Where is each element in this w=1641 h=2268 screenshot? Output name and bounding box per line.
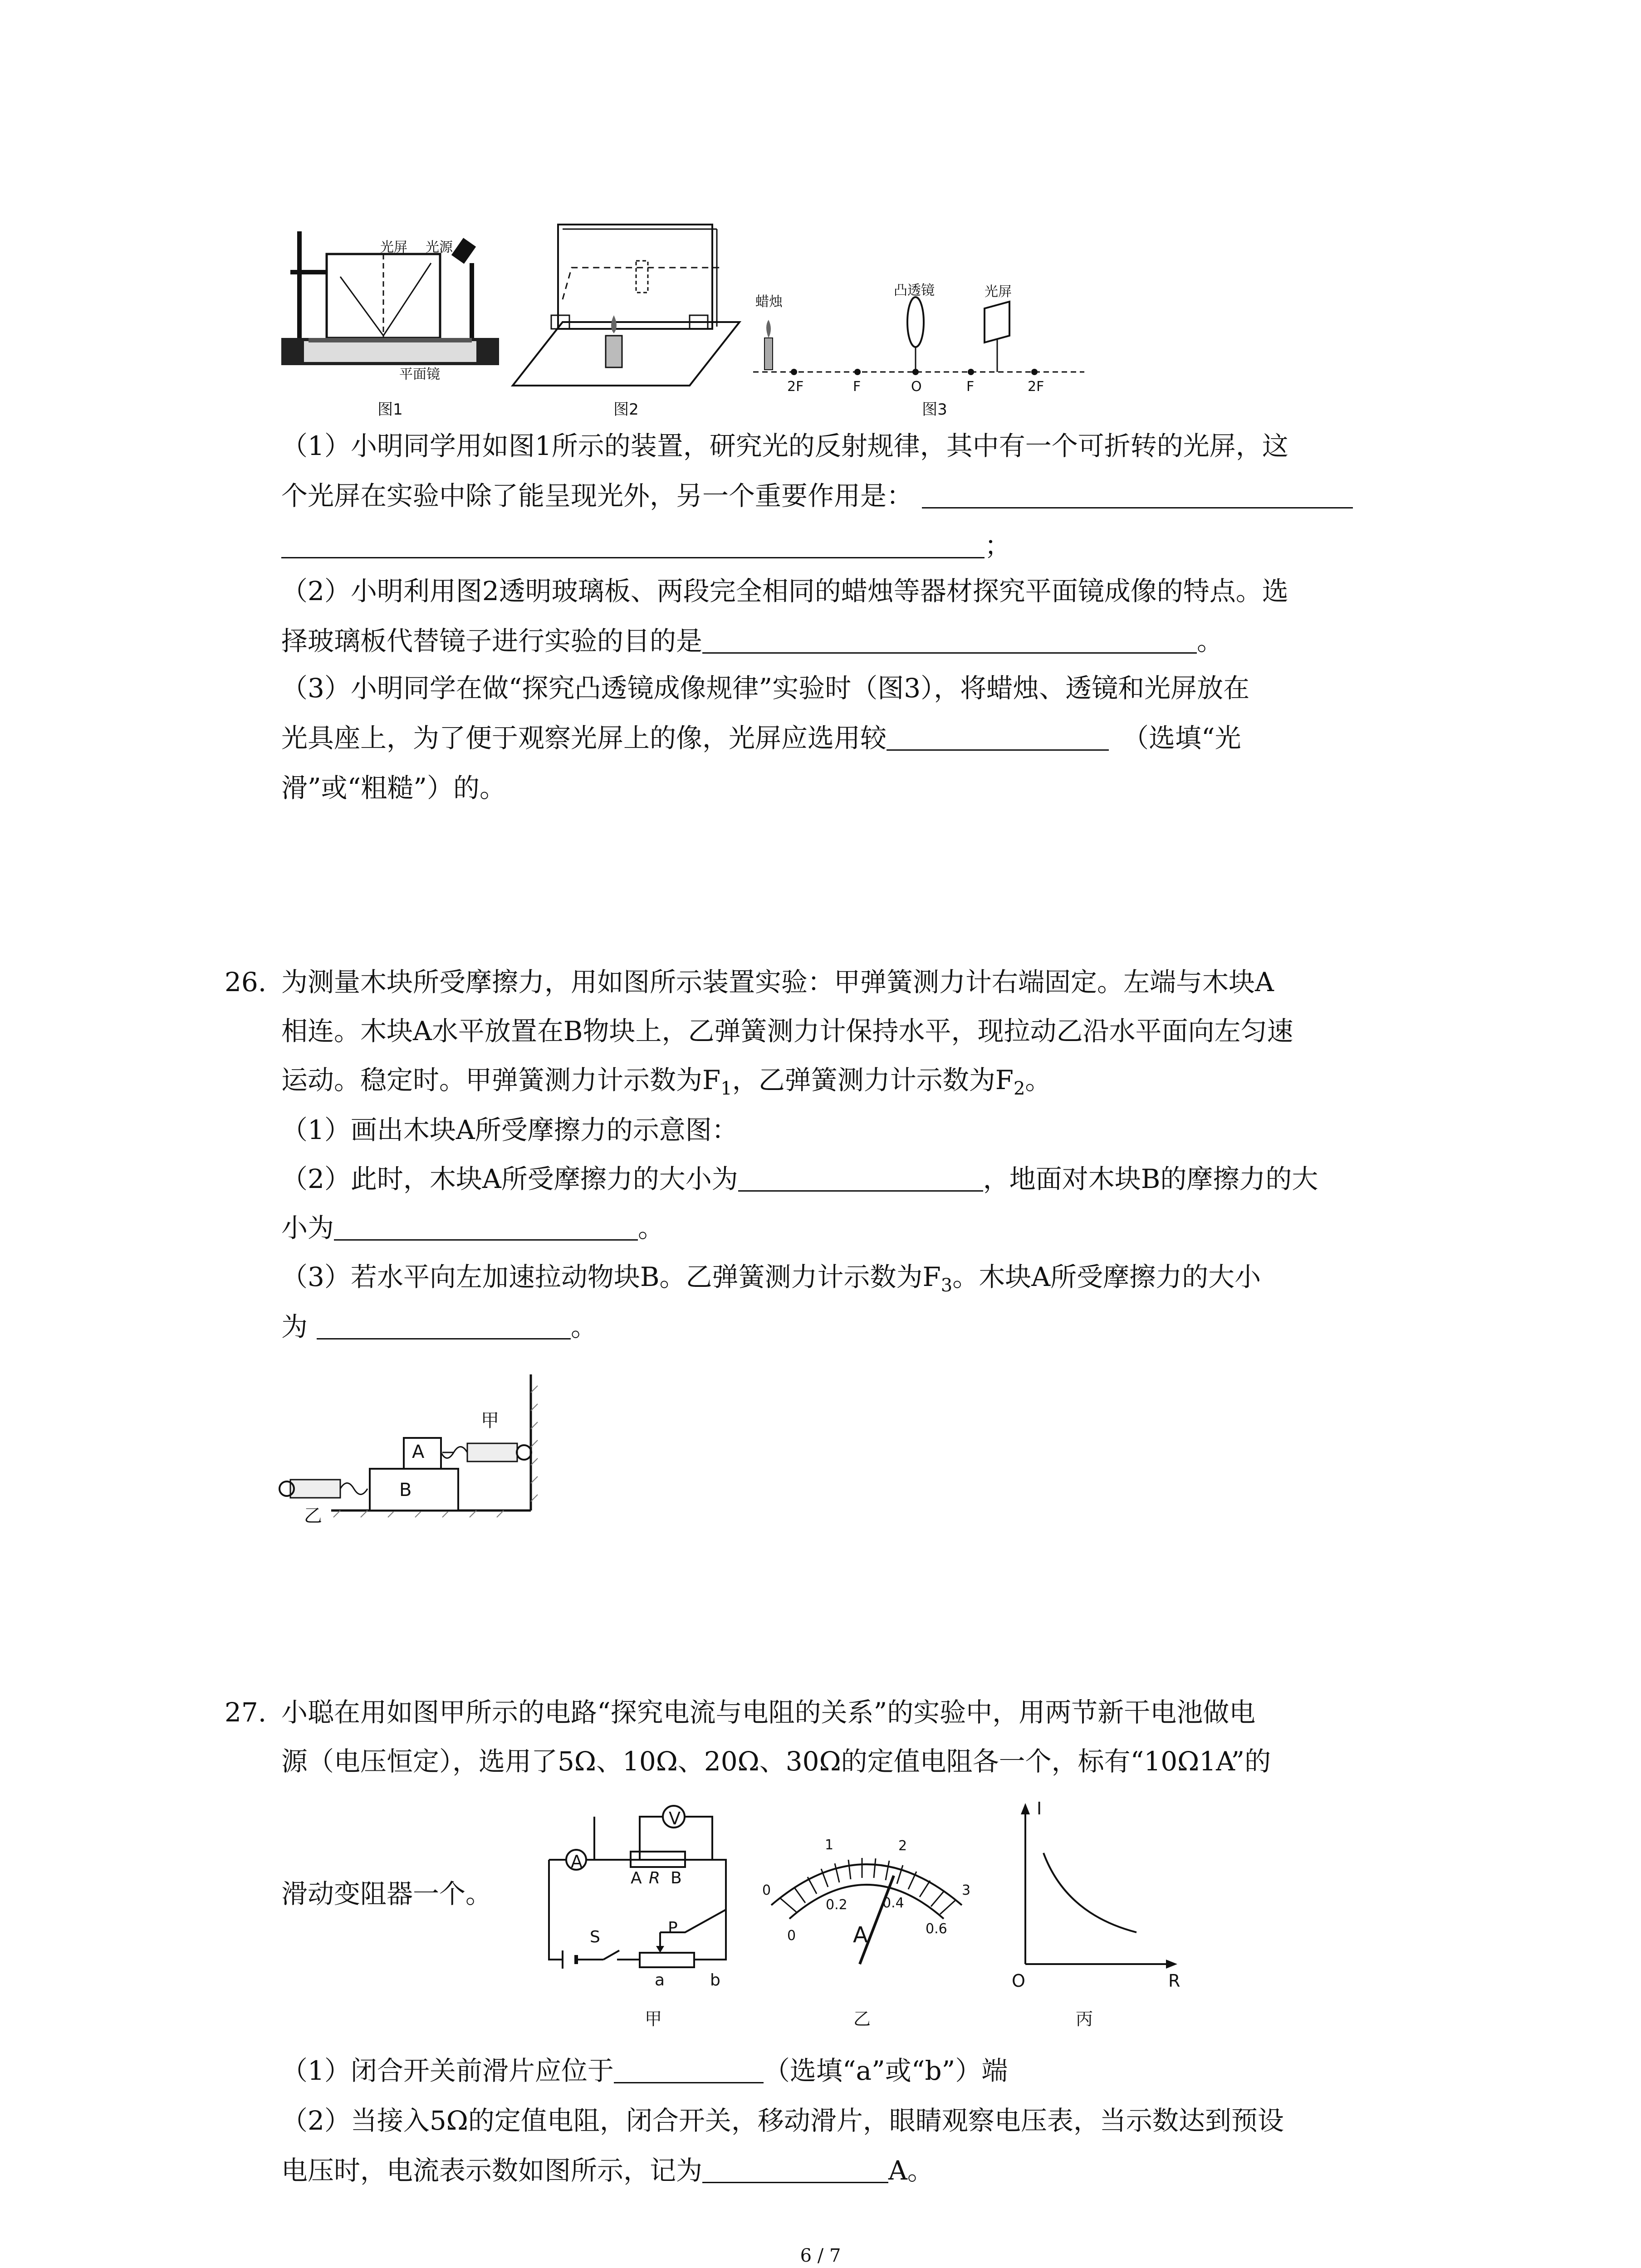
q26-s1: （1）画出木块A所受摩擦力的示意图： [281, 1114, 738, 1145]
q27-ammeter-top-2: 2 [898, 1838, 907, 1854]
q27-line3: 滑动变阻器一个。 [281, 1878, 492, 1909]
q26-s3-text-b: 。木块A所受摩擦力的大小 [952, 1261, 1261, 1292]
q27-circuit-s: S [590, 1928, 600, 1946]
q27-ammeter-top-1: 1 [825, 1837, 834, 1853]
optics-q1-end: ； [985, 530, 1011, 561]
optics-q1-line2-text: 个光屏在实验中除了能呈现光外，另一个重要作用是： [281, 480, 913, 511]
q26-fig-block-a: A [412, 1442, 425, 1462]
q27-circuit-v: V [669, 1809, 681, 1828]
q26-s2-text-b: ，地面对木块B的摩擦力的大 [983, 1163, 1318, 1194]
q27-graph-caption: 丙 [1075, 2009, 1093, 2029]
q27-circuit-resistor-b: B [671, 1869, 682, 1887]
fig3-candle-label: 蜡烛 [755, 294, 783, 310]
fig3-lens-label: 凸透镜 [894, 283, 935, 298]
optics-q1-line3 [281, 530, 1011, 562]
q26-s3-blank[interactable] [317, 1312, 571, 1339]
fig1-source-label: 光源 [426, 240, 453, 255]
q27-line1: 小聪在用如图甲所示的电路“探究电流与电阻的关系”的实验中，用两节新干电池做电 [281, 1697, 1256, 1728]
q26-s3-text-a: （3）若水平向左加速拉动物块B。乙弹簧测力计示数为F [281, 1261, 941, 1292]
q27-circuit-resistor-a: A [631, 1869, 642, 1887]
q27-s2-line1: （2）当接入5Ω的定值电阻，闭合开关，移动滑片，眼睛观察电压表，当示数达到预设 [281, 2105, 1284, 2136]
q26-sub-1: 1 [720, 1078, 732, 1099]
q26-sub-2: 2 [1013, 1078, 1025, 1099]
optics-q3-answer-blank[interactable] [887, 723, 1109, 751]
optics-q3-line2 [281, 722, 1241, 754]
fig3-screen-label: 光屏 [985, 284, 1012, 300]
q26-s3-line1 [281, 1261, 1261, 1301]
fig3-caption: 图3 [922, 401, 947, 419]
q27-s1-blank[interactable] [614, 2056, 764, 2083]
fig1-caption: 图1 [377, 401, 403, 419]
q26-s2-text-d: 。 [638, 1212, 665, 1243]
fig3-tick-2f-right: 2F [1028, 379, 1044, 395]
q26-s3-line2 [281, 1311, 597, 1343]
q27-number: 27. [225, 1697, 267, 1728]
q26-s2-blank-b[interactable] [334, 1213, 638, 1241]
q27-ammeter-top-0: 0 [762, 1882, 771, 1898]
optics-q2-answer-blank[interactable] [702, 626, 1197, 654]
q26-line1: 为测量木块所受摩擦力，用如图所示装置实验：甲弹簧测力计右端固定。左端与木块A [281, 967, 1274, 997]
optics-q2-line1: （2）小明利用图2透明玻璃板、两段完全相同的蜡烛等器材探究平面镜成像的特点。选 [281, 576, 1288, 606]
q27-s1-text-a: （1）闭合开关前滑片应位于 [281, 2055, 614, 2086]
q26-fig-block-b: B [399, 1480, 412, 1501]
q27-circuit-pa: a [655, 1971, 665, 1989]
optics-q2-line2 [281, 625, 1223, 657]
q27-circuit-diagram [522, 1796, 740, 1987]
q27-i-r-graph [1007, 1796, 1180, 1978]
q27-graph-y-label: I [1037, 1799, 1042, 1818]
q27-circuit-resistor-r: R [649, 1869, 661, 1887]
fig1-screen-label: 光屏 [380, 240, 407, 255]
optics-q3-line1: （3）小明同学在做“探究凸透镜成像规律”实验时（图3），将蜡烛、透镜和光屏放在 [281, 673, 1250, 704]
page-number: 6 / 7 [800, 2245, 841, 2266]
figure-2-plane-mirror-apparatus [508, 218, 744, 390]
q26-s2-text-c: 小为 [281, 1212, 334, 1243]
q27-graph-origin: O [1012, 1971, 1025, 1991]
q27-ammeter-bottom-06: 0.6 [926, 1921, 947, 1937]
q26-line2: 相连。木块A水平放置在B物块上，乙弹簧测力计保持水平，现拉动乙沿水平面向左匀速 [281, 1016, 1293, 1046]
q26-line3-part-b: ，乙弹簧测力计示数为F [732, 1065, 1014, 1095]
q27-s2-text-b: 电压时，电流表示数如图所示，记为 [281, 2155, 703, 2186]
optics-q1-line1: （1）小明同学用如图1所示的装置，研究光的反射规律，其中有一个可折转的光屏，这 [281, 430, 1288, 461]
q27-s2-line2 [281, 2155, 934, 2186]
q26-line3-part-c: 。 [1025, 1065, 1052, 1095]
fig2-caption: 图2 [613, 401, 639, 419]
fig3-tick-f-right: F [966, 379, 975, 395]
q27-s2-text-c: A。 [888, 2155, 934, 2186]
optics-q2-end: 。 [1197, 626, 1224, 656]
q27-circuit-p: P [668, 1919, 678, 1937]
q27-line2: 源（电压恒定），选用了5Ω、10Ω、20Ω、30Ω的定值电阻各一个，标有“10Ω1A”的 [281, 1746, 1271, 1777]
q27-ammeter-top-3: 3 [962, 1882, 971, 1898]
optics-q3-line2-end: （选填“光 [1122, 723, 1241, 753]
q26-s2-text-a: （2）此时，木块A所受摩擦力的大小为 [281, 1163, 738, 1194]
optics-q3-line3: 滑”或“粗糙”）的。 [281, 772, 506, 803]
q27-circuit-pb: b [710, 1971, 720, 1989]
optics-q3-line2-text: 光具座上，为了便于观察光屏上的像，光屏应选用较 [281, 723, 887, 753]
q27-ammeter-unit: A [853, 1922, 868, 1948]
q26-fig-yi-label: 乙 [304, 1505, 322, 1526]
q27-graph-x-label: R [1168, 1971, 1181, 1991]
q26-s3-text-d: 。 [571, 1311, 598, 1342]
q27-circuit-a: A [571, 1852, 583, 1872]
q27-ammeter-dial [753, 1814, 980, 1996]
q27-ammeter-bottom-02: 0.2 [826, 1897, 847, 1913]
fig3-tick-2f-left: 2F [787, 379, 804, 395]
q27-circuit-caption: 甲 [644, 2009, 662, 2029]
q27-s1 [281, 2055, 1008, 2087]
q26-number: 26. [225, 967, 267, 997]
q27-ammeter-bottom-0: 0 [787, 1928, 796, 1944]
q27-ammeter-caption: 乙 [853, 2009, 871, 2029]
q27-ammeter-bottom-04: 0.4 [882, 1895, 904, 1911]
fig3-tick-f-left: F [853, 379, 861, 395]
q26-s2-line2 [281, 1212, 664, 1244]
q26-s2-blank-a[interactable] [738, 1164, 983, 1192]
optics-q1-answer-blank-b[interactable] [281, 531, 985, 558]
q27-s1-text-b: （选填“a”或“b”）端 [763, 2055, 1008, 2086]
q27-s2-blank[interactable] [702, 2156, 888, 2183]
optics-q2-line2-text: 择玻璃板代替镜子进行实验的目的是 [281, 626, 703, 656]
fig1-mirror-label: 平面镜 [399, 367, 440, 382]
q26-line3 [281, 1064, 1051, 1105]
fig3-tick-o: O [911, 379, 922, 395]
q26-s2-line1 [281, 1163, 1318, 1195]
optics-q1-answer-blank-a[interactable] [922, 481, 1353, 508]
q26-fig-jia-label: 甲 [481, 1410, 499, 1431]
optics-q1-line2 [281, 480, 1353, 512]
q26-s3-text-c: 为 [281, 1311, 308, 1342]
q26-sub-3: 3 [941, 1275, 953, 1296]
q26-line3-part-a: 运动。稳定时。甲弹簧测力计示数为F [281, 1065, 721, 1095]
